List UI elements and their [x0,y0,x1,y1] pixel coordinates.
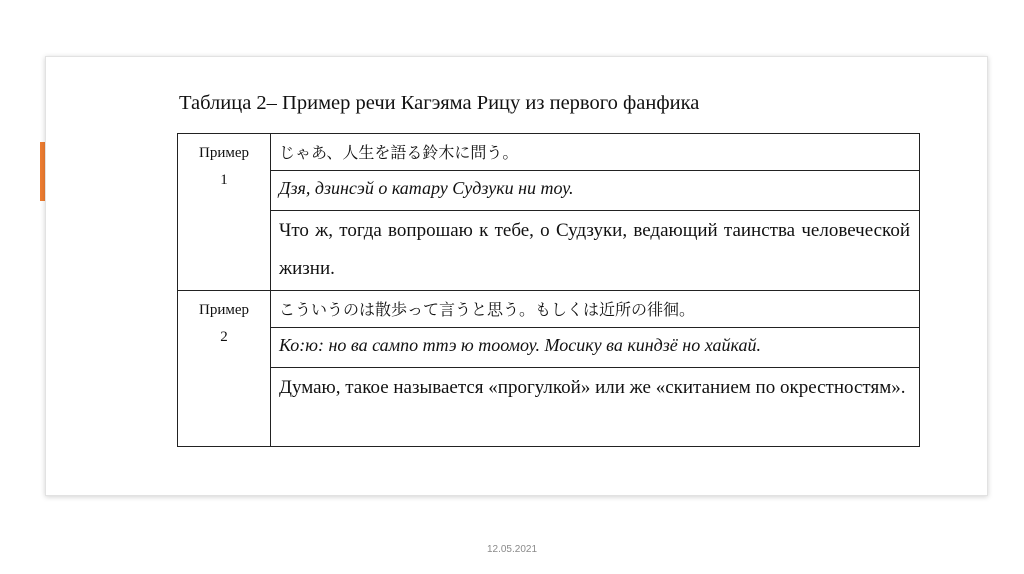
japanese-text: こういうのは散歩って言うと思う。もしくは近所の徘徊。 [271,291,920,328]
translation-text: Думаю, такое называется «прогулкой» или же «скитанием по окрестностям». [271,368,920,447]
romaji-text: Дзя, дзинсэй о катару Судзуки ни тоу. [271,171,920,211]
footer-date: 12.05.2021 [486,544,538,555]
table-row [178,171,920,211]
table-row [178,328,920,368]
table-row [178,368,920,447]
translation-text: Что ж, тогда вопрошаю к тебе, о Судзуки, ведающий таинства человеческой жизни. [271,211,920,291]
example-label: Пример [198,302,249,318]
table-caption: Таблица 2– Пример речи Кагэяма Рицу из первого фанфика [179,92,700,114]
example-label-cell [178,134,271,291]
example-label-cell [178,291,271,447]
example-number: 2 [220,329,228,345]
table-row [178,211,920,291]
table-row [178,291,920,328]
examples-table [177,133,920,447]
japanese-text: じゃあ、人生を語る鈴木に問う。 [271,134,920,171]
romaji-text: Ко:ю: но ва сампо ттэ ю тоомоу. Мосику ва киндзё но хайкай. [271,328,920,368]
example-number: 1 [220,172,228,188]
example-label: Пример [198,145,249,161]
table-row [178,134,920,171]
